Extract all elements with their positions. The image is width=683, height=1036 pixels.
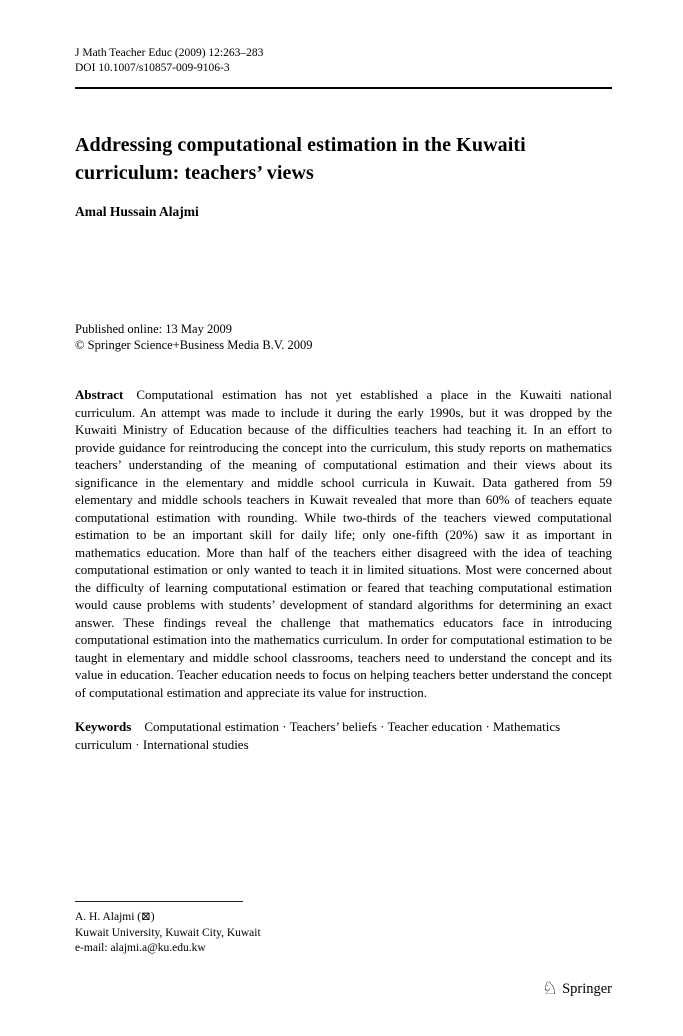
copyright-notice: © Springer Science+Business Media B.V. 2009 — [75, 338, 313, 352]
header-divider — [75, 87, 612, 89]
abstract-paragraph — [75, 386, 612, 701]
abstract-label: Abstract — [75, 387, 124, 402]
correspondence-line — [75, 910, 261, 926]
keywords-label: Keywords — [75, 719, 132, 734]
published-online-line: Published online: 13 May 2009 — [75, 322, 232, 336]
publication-info — [75, 321, 612, 353]
keywords-text: Computational estimation · Teachers’ beliefs · Teacher education · Mathematics curriculum · International studies — [75, 719, 561, 752]
publisher-name: Springer — [562, 980, 612, 997]
doi-line: DOI 10.1007/s10857-009-9106-3 — [75, 62, 230, 74]
affiliation-line: Kuwait University, Kuwait City, Kuwait — [75, 926, 261, 939]
email-line: e-mail: alajmi.a@ku.edu.kw — [75, 942, 206, 954]
article-title: Addressing computational estimation in the Kuwaiti curriculum: teachers’ views — [75, 134, 526, 184]
correspondence-footnote — [75, 901, 261, 957]
envelope-icon: ⊠ — [141, 911, 151, 923]
abstract-text: Computational estimation has not yet established a place in the Kuwaiti national curriculum. An attempt was made to include it during the early 1990s, but it was dropped by the Kuwaiti Ministry of Education because of the difficulties teachers had teaching it. In an effort to provide guidance for reintroducing the concept into the curriculum, this study reports on mathematics teachers’ understanding of the meaning of computational estimation and their views about its significance in the elementary and middle school curricula in Kuwait. Data gathered from 59 elementary and middle schools teachers in Kuwait revealed that more than 60% of teachers equate computational estimation with rounding. While two-thirds of the teachers viewed computational estimation to be an important skill for daily life; only one-fifth (20%) saw it as important in mathematics education. More than half of the teachers either disagreed with the idea of teaching computational estimation or only wanted to teach it in limited situations. Most were concerned about the difficulty of learning computational estimation or feared that teaching computational estimation would cause problems with students’ development of standard algorithms for determining an exact answer. These findings reveal the challenge that mathematics educators face in introducing computational estimation into the mathematics curriculum. In order for computational estimation to be taught in elementary and middle school classrooms, teachers need to understand the concept and its value in education. Teacher education needs to focus on helping teachers better understand the concept of computational estimation and appreciate its value for instruction. — [75, 387, 612, 700]
journal-reference: J Math Teacher Educ (2009) 12:263–283 — [75, 47, 264, 59]
publisher-logo — [542, 980, 612, 998]
correspondence-name: A. H. Alajmi — [75, 911, 135, 923]
keywords-paragraph — [75, 718, 612, 753]
springer-logo-icon: ♘ — [541, 978, 559, 998]
footnote-divider — [75, 901, 243, 902]
author-name: Amal Hussain Alajmi — [75, 204, 199, 219]
paren-close: ) — [150, 911, 155, 923]
paren-open: ( — [137, 911, 142, 923]
